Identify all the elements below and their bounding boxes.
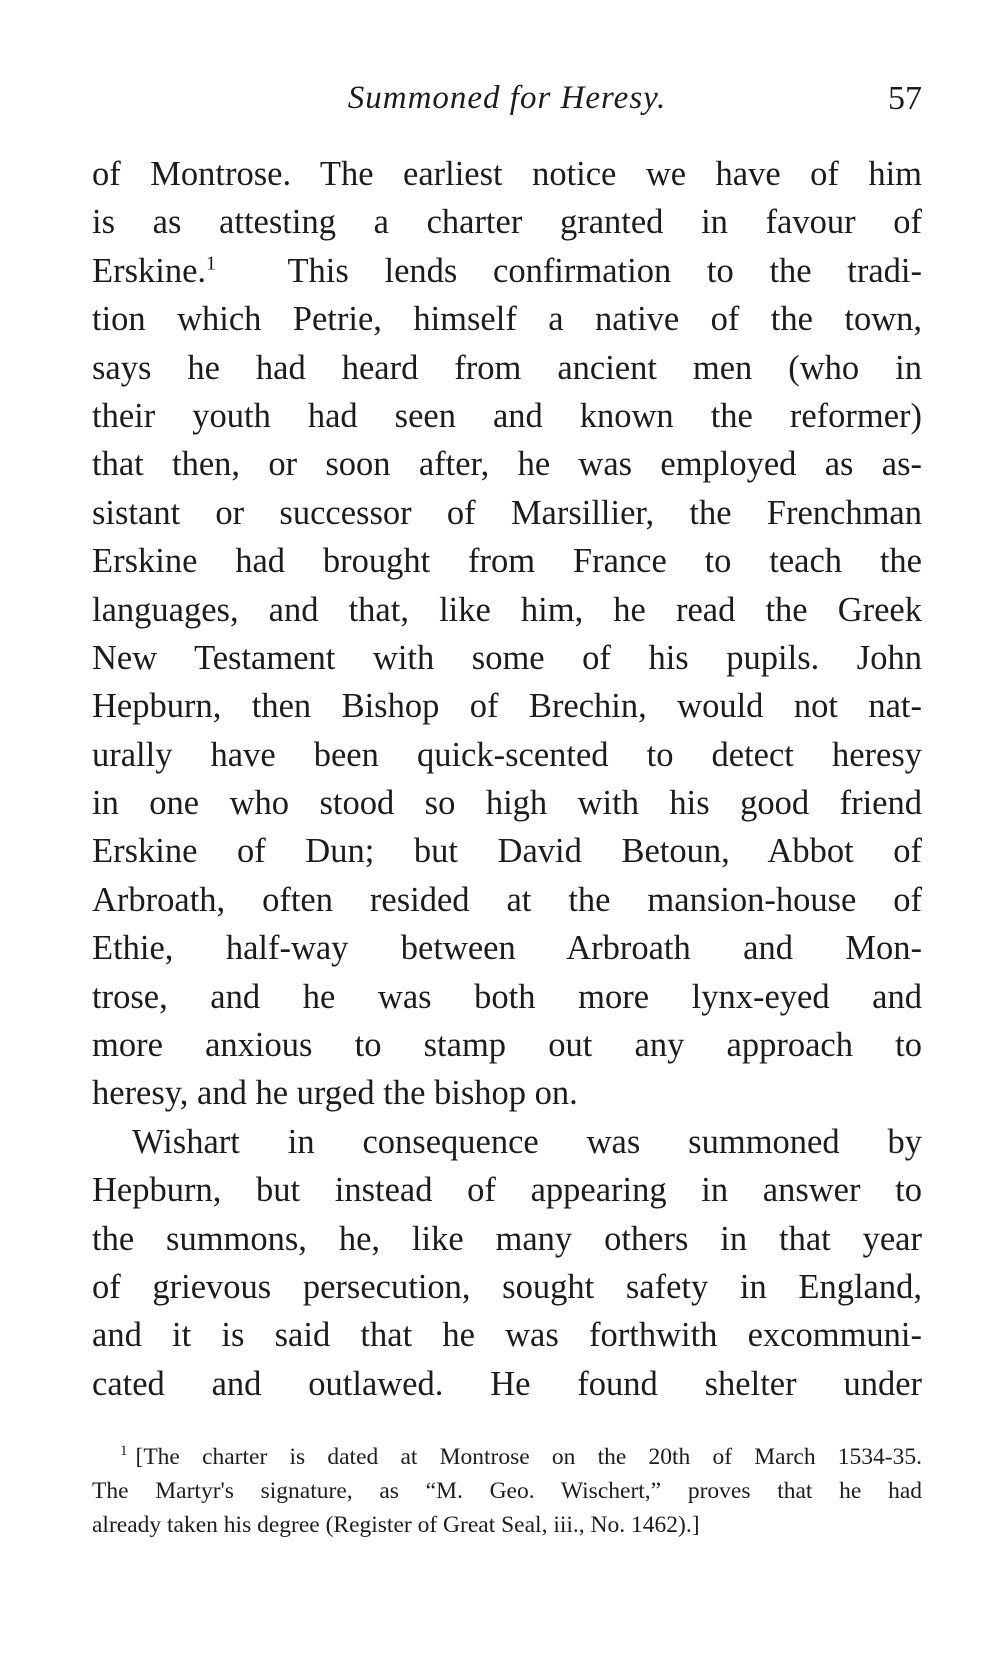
text-line: of grievous persecution, sought safety in England,: [92, 1267, 922, 1306]
text-line: is as attesting a charter granted in favour of: [92, 203, 922, 242]
footnote-line: [92, 1440, 922, 1474]
text-line: sistant or successor of Marsillier, the Frenchman: [92, 493, 922, 532]
text-line: cated and outlawed. He found shelter under: [92, 1364, 922, 1403]
text-line: that then, or soon after, he was employed as as-: [92, 445, 922, 484]
text-line: Ethie, half-way between Arbroath and Mon-: [92, 929, 922, 968]
text-line: in one who stood so high with his good friend: [92, 784, 922, 823]
text-line: their youth had seen and known the reformer): [92, 396, 922, 435]
footnote-line: The Martyr's signature, as “M. Geo. Wischert,” proves that he had: [92, 1478, 922, 1504]
text-line: [92, 247, 922, 295]
footnote-reference: 1: [206, 252, 217, 275]
text-line: says he had heard from ancient men (who in: [92, 348, 922, 387]
body-text: [92, 150, 922, 1408]
text-line: Erskine had brought from France to teach the: [92, 542, 922, 581]
text-line: Erskine of Dun; but David Betoun, Abbot of: [92, 832, 922, 871]
footnote-mark: 1: [120, 1443, 128, 1460]
text-line: urally have been quick-scented to detect heresy: [92, 735, 922, 774]
text-fragment: Erskine.: [92, 251, 207, 290]
text-line: heresy, and he urged the bishop on.: [92, 1074, 578, 1113]
text-line: languages, and that, like him, he read the Greek: [92, 590, 922, 629]
footnote-line: already taken his degree (Register of Great Seal, iii., No. 1462).]: [92, 1512, 700, 1538]
text-line: tion which Petrie, himself a native of the town,: [92, 300, 922, 339]
text-line: Hepburn, but instead of appearing in answer to: [92, 1171, 922, 1210]
running-title: Summoned for Heresy.: [347, 80, 667, 116]
text-line: of Montrose. The earliest notice we have of him: [92, 155, 922, 193]
text-fragment: This lends confirmation to the tradi-: [287, 251, 923, 290]
text-fragment: [The charter is dated at Montrose on the 20th of March 1534-35.: [135, 1444, 922, 1470]
text-line: Hepburn, then Bishop of Brechin, would not nat-: [92, 687, 922, 726]
text-line: Wishart in consequence was summoned by: [132, 1122, 922, 1161]
text-line: trose, and he was both more lynx-eyed and: [92, 977, 922, 1016]
text-line: the summons, he, like many others in that year: [92, 1219, 922, 1258]
text-line: Arbroath, often resided at the mansion-house of: [92, 880, 922, 919]
text-line: and it is said that he was forthwith excommuni-: [92, 1316, 922, 1355]
running-head: [92, 76, 922, 126]
text-line: more anxious to stamp out any approach to: [92, 1026, 922, 1065]
footnote: [92, 1440, 922, 1542]
text-line: New Testament with some of his pupils. John: [92, 638, 922, 677]
page-number: 57: [888, 80, 922, 117]
